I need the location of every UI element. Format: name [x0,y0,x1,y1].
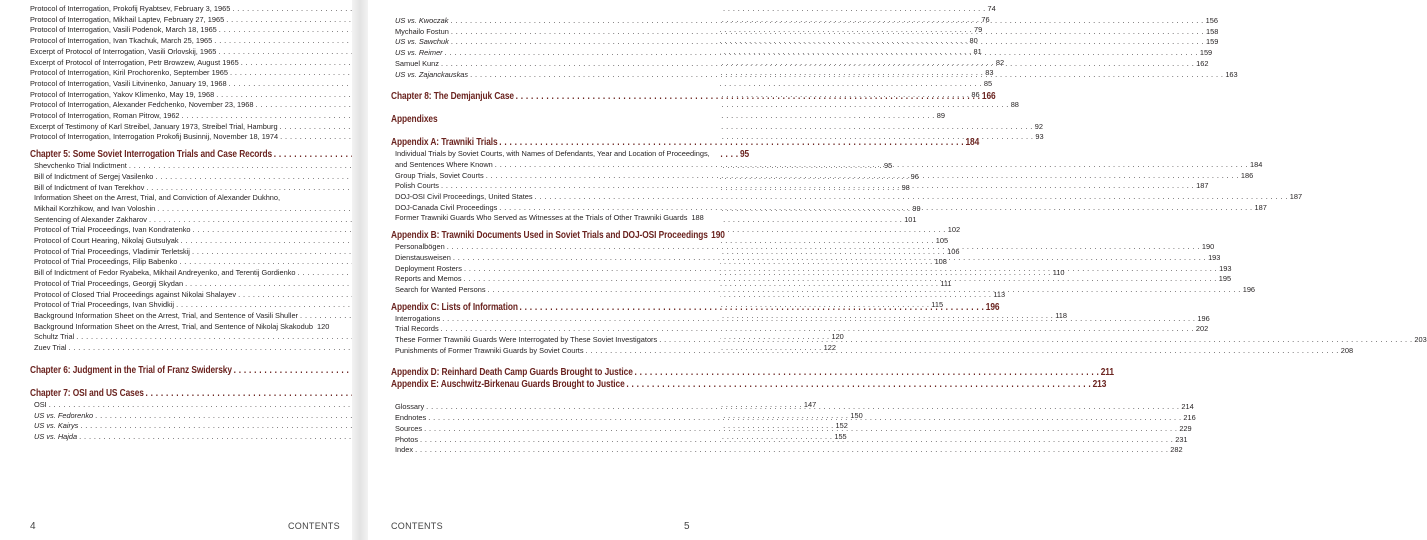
toc-page-number: 89 [936,111,945,121]
toc-entry[interactable] [30,121,1043,133]
toc-entry-title: Endnotes [395,413,427,423]
toc-entry-title: US vs. Zajanckauskas [395,69,469,79]
toc-entry-title: US vs. Fedorenko [34,410,94,420]
book-gutter [352,0,368,540]
toc-entry-title: Bill of Indictment of Fedor Ryabeka, Mikhail Andreyenko, and Terentij Gordienko [34,268,296,278]
toc-entry[interactable] [30,100,1019,111]
toc-page-number: 111 [940,278,952,288]
page-number: 4 [30,521,36,532]
toc-page-number: 96 [910,171,919,181]
toc-entry-title: Bill of Indictment of Ivan Terekhov [34,182,145,192]
toc-page-number: 101 [904,214,917,224]
toc-entry-title: Group Trials, Soviet Courts [395,170,484,180]
toc-page-number: 156 [1205,16,1218,25]
toc-entry-title: Protocol of Trial Proceedings, Ivan Kondratenko [34,225,191,235]
toc-entry[interactable] [391,213,704,224]
toc-entry-text: Individual Trials by Soviet Courts, with Names of Defendants, Year and Location of Proceedings, [395,149,710,159]
toc-page-number: 88 [1010,100,1019,110]
toc-entry-title: Protocol of Interrogation, Kiril Prochorenko, September 1965 [30,68,229,78]
dot-leader [659,335,1412,346]
toc-entry-title: Interrogations [395,313,441,323]
toc-page-number: 208 [1340,345,1354,355]
toc-entry-title: Dienstausweisen [395,252,451,262]
toc-page-number: 193 [1219,263,1232,273]
toc-page-number: 147 [803,399,817,409]
toc-entry-title: Zuev Trial [34,343,67,353]
dot-leader [415,445,1168,456]
toc-entry[interactable] [391,324,1209,335]
toc-entry-title: Protocol of Interrogation, Prokofij Ryabtsev, February 3, 1965 [30,4,231,13]
toc-page-number: 196 [1197,313,1210,323]
toc-entry-title: Sources [395,423,423,433]
toc-entry-title: DOJ-Canada Civil Proceedings [395,202,498,212]
toc-page-number: 93 [1035,132,1044,142]
toc-entry-title: Deployment Rosters [395,263,462,273]
toc-entry-title: Punishments of Former Trawniki Guards by Soviet Courts [395,345,584,355]
toc-entry-title: Schultz Trial [34,332,75,342]
toc-entry-title: These Former Trawniki Guards Were Interrogated by These Soviet Investigators [395,335,658,345]
toc-page-number: 155 [834,431,847,441]
toc-page-number: 105 [935,236,949,246]
dot-leader [470,70,1223,81]
appendix-d-heading[interactable]: Appendix D: Reinhard Death Camp Guards Brought to Justice . . . 211 [391,367,691,379]
dot-leader [445,48,1198,59]
toc-page-number: 81 [973,46,982,56]
toc-entry-title: US vs. Reimer [395,48,443,58]
toc-page-number: 98 [901,182,910,192]
dot-leader [441,324,1194,335]
dot-leader [586,346,1339,357]
toc-entry-title: Protocol of Interrogation, Interrogation Prokofij Businnij, November 18, 1974 [30,132,279,142]
dot-leader [428,410,1181,424]
dot-leader [499,203,1252,214]
chapter-7-heading[interactable]: Chapter 7: OSI and US Cases . . . [30,388,328,400]
toc-entry-text: Information Sheet on the Arrest, Trial, and Conviction of Alexander Dukhno, [34,193,281,203]
toc-page-number: 158 [1206,26,1219,36]
toc-page-number: 186 [1240,170,1254,180]
toc-page-number: 159 [1199,48,1213,58]
toc-page-number: 85 [983,78,993,88]
dot-leader [447,242,1200,253]
toc-entry-title: Excerpt of Protocol of Interrogation, Vasili Orlovskij, 1965 [30,46,217,56]
toc-page-number: 120 [831,332,844,342]
toc-page-number: 113 [993,289,1006,299]
appendixes-heading: Appendixes [391,114,438,126]
toc-entry-title: Protocol of Interrogation, Vasili Litvinenko, January 19, 1968 [30,78,227,88]
toc-page-number: 86 [971,89,980,99]
toc-entry-title: Protocol of Interrogation, Mikhail Laptev, February 27, 1965 [30,14,225,24]
toc-entry[interactable] [30,78,993,90]
dot-leader [464,274,1217,285]
toc-page-number: 187 [1196,181,1209,191]
toc-entry[interactable] [30,4,996,15]
toc-page-number: 188 [691,213,704,223]
toc-entry-title: Protocol of Trial Proceedings, Vladimir Terletskij [34,246,190,256]
toc-entry-title: Protocol of Closed Trial Proceedings against Nikolai Shalayev [34,289,237,299]
toc-entry-title: Excerpt of Testimony of Karl Streibel, January 1973, Streibel Trial, Hamburg [30,121,278,131]
appendix-b-heading[interactable]: Appendix B: Trawniki Documents Used in Soviet Trials and DOJ-OSI Proceedings 190 [391,230,725,242]
dot-leader [451,27,1204,38]
appendix-a-heading[interactable]: Appendix A: Trawniki Trials . . . 184 [391,137,691,149]
toc-page-number: 80 [969,36,978,46]
toc-entry-title: Protocol of Interrogation, Roman Pitrow, 1962 [30,111,180,121]
toc-page-number: 193 [1208,252,1221,262]
toc-page-number: 99 [912,203,921,213]
toc-entry-title: Polish Courts [395,181,439,191]
toc-entry-title: Index [395,445,414,455]
toc-page-number: 120 [316,321,330,331]
toc-entry-title: US vs. Sawchuk [395,37,449,47]
toc-page-number: 184 [1249,159,1263,169]
chapter-5-heading[interactable]: Chapter 5: Some Soviet Interrogation Trials and Case Records . . . 95 [30,149,328,161]
running-footer: CONTENTS [288,521,340,531]
running-footer: CONTENTS [391,521,443,531]
dot-leader [441,59,1194,70]
toc-entry-title: Bill of Indictment of Sergej Vasilenko [34,171,154,181]
toc-entry-title: Protocol of Interrogation, Yakov Klimenko, May 19, 1968 [30,89,215,99]
toc-entry[interactable] [391,445,1183,456]
toc-entry-title: Protocol of Trial Proceedings, Ivan Shvidkij [34,300,175,310]
toc-entry-title: US vs. Kairys [34,421,79,431]
dot-leader [453,253,1206,264]
toc-entry-title: Protocol of Trial Proceedings, Filip Babenko [34,257,178,267]
toc-entry-title: Glossary [395,402,425,412]
toc-page-number: 106 [947,246,960,256]
dot-leader [535,192,1288,203]
toc-page-number: 95 [884,161,893,171]
toc-page-number: 196 [1242,284,1256,294]
toc-entry-title: Reports and Memos [395,274,462,284]
toc-entry-title: Samuel Kunz [395,58,439,68]
toc-entry-title: Protocol of Interrogation, Alexander Fedchenko, November 23, 1968 [30,100,254,110]
toc-entry-title: Personalbögen [395,242,445,252]
toc-page-number: 187 [1289,192,1303,202]
toc-entry-title: Protocol of Court Hearing, Nikolaj Gutsulyak [34,236,179,246]
toc-entry-title: Excerpt of Protocol of Interrogation, Petr Browzew, August 1965 [30,57,239,67]
toc-page-number: 190 [1201,242,1215,252]
toc-entry-title: US vs. Kwoczak [395,16,449,25]
toc-page-number: 82 [995,57,1005,67]
toc-page-number: 162 [1196,58,1209,68]
toc-entry-title: Protocol of Trial Proceedings, Georgij Skydan [34,278,184,288]
toc-page-number: 150 [850,410,863,420]
toc-page-number: 229 [1179,423,1192,433]
toc-entry-title: Search for Wanted Persons [395,284,486,294]
toc-page-number: 152 [835,421,848,431]
toc-page-number: 102 [947,225,961,235]
toc-page-number: 115 [931,300,944,310]
toc-page-number: 159 [1206,37,1219,47]
toc-page-number: 187 [1254,202,1267,212]
toc-entry-title: Background Information Sheet on the Arrest, Trial, and Sentence of Vasili Shuller [34,310,299,320]
chapter-6-heading[interactable]: Chapter 6: Judgment in the Trial of Franz Swidersky . . . [30,365,328,377]
toc-entry-title: DOJ-OSI Civil Proceedings, United States [395,192,533,202]
toc-page-number: 108 [934,257,947,267]
toc-page-number: 118 [1055,310,1068,320]
toc-page-number: 282 [1170,445,1183,455]
toc-entry[interactable] [30,322,328,333]
dot-leader [488,285,1241,296]
dot-leader [486,171,1239,182]
page-number: 5 [684,521,690,532]
toc-page-number: 163 [1225,69,1238,79]
toc-page-number: 79 [973,25,983,35]
dot-leader [424,424,1177,435]
toc-entry-title: Trial Records [395,324,439,334]
toc-page-number: 203 [1414,335,1427,345]
toc-entry-title: OSI [34,399,47,409]
toc-entry-title: Protocol of Interrogation, Vasili Podenok, March 18, 1965 [30,25,217,35]
toc-page-number: 74 [987,4,996,13]
chapter-8-heading[interactable]: Chapter 8: The Demjanjuk Case . . . 166 [391,91,691,103]
toc-page-number: 214 [1181,402,1194,412]
toc-entry-title: Photos [395,434,419,444]
toc-page-number: 122 [823,343,836,353]
toc-entry-title: Shevchenko Trial Indictment [34,161,127,171]
toc-page-number: 216 [1183,413,1196,423]
toc-entry-title: and Sentences Where Known [395,159,493,169]
dot-leader [420,435,1173,446]
toc-entry-title: Sentencing of Alexander Zakharov [34,214,147,224]
dot-leader [441,181,1194,192]
dot-leader [426,399,1179,413]
dot-leader [450,16,1203,27]
toc-page-number: 110 [1052,268,1065,278]
toc-entry-title: Former Trawniki Guards Who Served as Witnesses at the Trials of Other Trawniki Guards [395,213,688,223]
toc-page-number: 92 [1034,121,1043,131]
toc-page-number: 195 [1218,274,1232,284]
appendix-e-heading[interactable]: Appendix E: Auschwitz-Birkenau Guards Brought to Justice . . . 213 [391,379,691,391]
toc-page-number: 76 [981,14,990,24]
toc-entry-title: Background Information Sheet on the Arrest, Trial, and Sentence of Nikolaj Skakodub [34,321,313,331]
dot-leader [451,37,1204,48]
toc-page-number: 83 [985,68,994,78]
dot-leader [442,314,1195,325]
toc-page-number: 202 [1195,324,1209,334]
toc-page-number: 231 [1175,434,1188,444]
dot-leader [495,160,1248,171]
toc-entry-title: US vs. Hajda [34,431,78,441]
toc-entry[interactable] [391,192,1303,203]
toc-entry-title: Mychailo Fostun [395,26,449,36]
toc-entry-title: Mikhail Korzhikow, and Ivan Voloshin [34,203,156,213]
appendix-c-heading[interactable]: Appendix C: Lists of Information . . . 196 [391,302,691,314]
toc-entry-title: Protocol of Interrogation, Ivan Tkachuk, March 25, 1965 [30,36,213,46]
dot-leader [464,264,1217,275]
